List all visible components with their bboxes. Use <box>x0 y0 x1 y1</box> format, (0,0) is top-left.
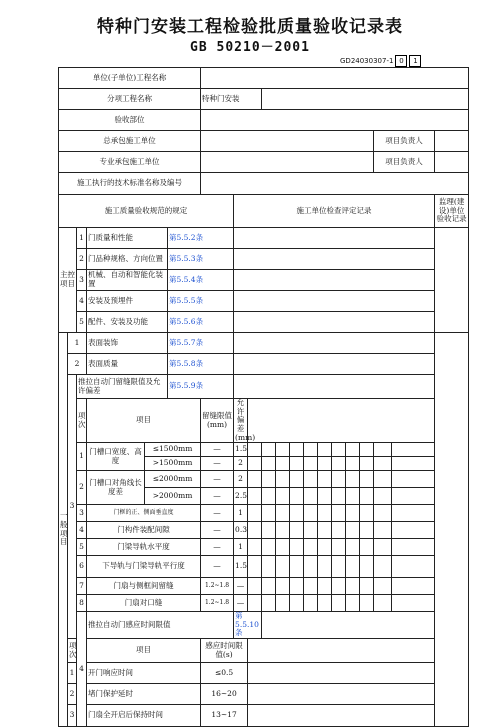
item4-title: 推拉自动门感应时间限值 <box>87 612 234 639</box>
measure-cell[interactable] <box>290 595 304 612</box>
measure-cell[interactable] <box>276 556 290 578</box>
measure-cell[interactable] <box>346 556 360 578</box>
main-item-no: 1 <box>77 228 87 249</box>
measure-cell[interactable] <box>346 539 360 556</box>
unit-project-label: 单位(子单位)工程名称 <box>59 68 201 89</box>
general-items-label: 一般项目 <box>59 333 68 727</box>
measure-cell[interactable] <box>262 471 276 488</box>
measure-cell[interactable] <box>290 443 304 457</box>
measure-cell[interactable] <box>290 471 304 488</box>
sub-project-value[interactable]: 特种门安装 <box>201 89 262 110</box>
measure-cell[interactable] <box>248 471 262 488</box>
dev-row-dev: 1.5 <box>234 556 248 578</box>
dev-row-no: 6 <box>77 556 87 578</box>
measure-cell[interactable] <box>262 578 276 595</box>
main-item-record[interactable] <box>234 249 435 270</box>
measure-cell[interactable] <box>374 488 392 505</box>
measure-cell[interactable] <box>346 457 360 471</box>
item4-record[interactable] <box>262 612 469 639</box>
measure-cell[interactable] <box>262 457 276 471</box>
page-title: 特种门安装工程检验批质量验收记录表 <box>97 17 403 37</box>
special-contractor-value[interactable] <box>201 152 374 173</box>
measure-cell[interactable] <box>332 443 346 457</box>
measure-cell[interactable] <box>276 539 290 556</box>
general-item-no: 2 <box>68 354 87 375</box>
gc-responsible-label: 项目负责人 <box>374 131 435 152</box>
measure-cell[interactable] <box>332 505 346 522</box>
measure-cell[interactable] <box>318 471 332 488</box>
measure-cell[interactable] <box>332 522 346 539</box>
measure-cell[interactable] <box>360 539 374 556</box>
measure-cell[interactable] <box>276 471 290 488</box>
measure-cell[interactable] <box>304 578 318 595</box>
measure-cell[interactable] <box>304 443 318 457</box>
measure-cell[interactable] <box>262 522 276 539</box>
measure-cell[interactable] <box>360 488 374 505</box>
measure-cell[interactable] <box>304 595 318 612</box>
main-item-record[interactable] <box>234 228 435 249</box>
measure-cell[interactable] <box>374 595 392 612</box>
measure-cell[interactable] <box>346 595 360 612</box>
dev-row-sub: >1500mm <box>145 457 201 471</box>
inspection-part-value[interactable] <box>201 110 469 131</box>
measure-cell[interactable] <box>248 488 262 505</box>
general-contractor-label: 总承包施工单位 <box>59 131 201 152</box>
form-code-text: GD24030307-1 <box>340 57 394 65</box>
time-row-record[interactable] <box>248 705 469 727</box>
dev-row-no: 8 <box>77 595 87 612</box>
spec-header: 施工质量验收规范的规定 <box>59 195 234 228</box>
measure-cell[interactable] <box>392 443 435 457</box>
item3-title: 推拉自动门留缝限值及允许偏差 <box>77 375 168 399</box>
measure-cell[interactable] <box>346 471 360 488</box>
item3-col-gap: 留缝限值(mm) <box>201 399 234 443</box>
dev-row-no: 3 <box>77 505 87 522</box>
general-item-ref[interactable]: 第5.5.7条 <box>168 333 234 354</box>
measure-cell[interactable] <box>304 488 318 505</box>
dev-row-dev: 1 <box>234 539 248 556</box>
item3-col-item: 项目 <box>87 399 201 443</box>
form-code-box-1[interactable]: 0 <box>395 55 407 67</box>
dev-row-sub: ≤1500mm <box>145 443 201 457</box>
measure-cell[interactable] <box>392 505 435 522</box>
dev-row-dev: — <box>234 578 248 595</box>
measure-cell[interactable] <box>374 471 392 488</box>
dev-row-no: 1 <box>77 443 87 471</box>
measure-cell[interactable] <box>318 556 332 578</box>
measure-cell[interactable] <box>392 488 435 505</box>
measure-cell[interactable] <box>360 556 374 578</box>
dev-row-gap: — <box>201 488 234 505</box>
dev-row-dev: 2.5 <box>234 488 248 505</box>
supervisor-header: 监理(建设)单位验收记录 <box>435 195 469 228</box>
measure-cell[interactable] <box>318 443 332 457</box>
main-item-record[interactable] <box>234 312 435 333</box>
dev-row-name: 门扇对口缝 <box>87 595 201 612</box>
item4-no: 4 <box>77 612 87 727</box>
measure-cell[interactable] <box>276 578 290 595</box>
main-item-name: 安装及预埋件 <box>87 291 168 312</box>
dev-row-name: 门扇与侧框间留缝 <box>87 578 201 595</box>
measure-cell[interactable] <box>304 505 318 522</box>
dev-row-sub: ≤2000mm <box>145 471 201 488</box>
measure-cell[interactable] <box>290 578 304 595</box>
time-row-record[interactable] <box>248 663 469 684</box>
measure-cell[interactable] <box>276 457 290 471</box>
general-item-name: 表面质量 <box>87 354 168 375</box>
measure-cell[interactable] <box>374 457 392 471</box>
measure-cell[interactable] <box>290 522 304 539</box>
general-item-record[interactable] <box>234 333 435 354</box>
measure-cell[interactable] <box>360 578 374 595</box>
measure-cell[interactable] <box>360 505 374 522</box>
general-item-name: 表面装饰 <box>87 333 168 354</box>
measure-cell[interactable] <box>374 522 392 539</box>
measure-cell[interactable] <box>318 457 332 471</box>
main-item-ref[interactable]: 第5.5.5条 <box>168 291 234 312</box>
time-row-name: 开门响应时间 <box>87 663 201 684</box>
measure-cell[interactable] <box>248 595 262 612</box>
time-row-val: 13~17 <box>201 705 248 727</box>
main-item-record[interactable] <box>234 291 435 312</box>
dev-row-dev: 0.3 <box>234 522 248 539</box>
measure-cell[interactable] <box>374 505 392 522</box>
sub-project-label: 分项工程名称 <box>59 89 201 110</box>
measure-cell[interactable] <box>332 488 346 505</box>
unit-project-value[interactable] <box>201 68 469 89</box>
measure-cell[interactable] <box>332 457 346 471</box>
measure-cell[interactable] <box>392 539 435 556</box>
measure-cell[interactable] <box>290 457 304 471</box>
dev-row-no: 5 <box>77 539 87 556</box>
item3-ref[interactable]: 第5.5.9条 <box>168 375 234 399</box>
inspection-table <box>58 67 469 727</box>
measure-cell[interactable] <box>304 522 318 539</box>
measure-cell[interactable] <box>374 578 392 595</box>
measure-cell[interactable] <box>346 505 360 522</box>
time-row-name: 门扇全开启后保持时间 <box>87 705 201 727</box>
item3-record[interactable] <box>234 375 435 399</box>
measure-cell[interactable] <box>248 522 262 539</box>
measure-cell[interactable] <box>392 578 435 595</box>
dev-row-no: 7 <box>77 578 87 595</box>
measure-cell[interactable] <box>262 505 276 522</box>
main-item-no: 3 <box>77 270 87 291</box>
measure-cell[interactable] <box>392 595 435 612</box>
time-row-val: 16~20 <box>201 684 248 705</box>
measure-cell[interactable] <box>318 488 332 505</box>
dev-row-dev: 1.5 <box>234 443 248 457</box>
measure-cell[interactable] <box>276 505 290 522</box>
general-item-record[interactable] <box>234 354 435 375</box>
dev-row-gap: — <box>201 471 234 488</box>
measure-cell[interactable] <box>332 539 346 556</box>
main-control-label: 主控项目 <box>59 228 77 333</box>
main-item-ref[interactable]: 第5.5.2条 <box>168 228 234 249</box>
dev-row-name: 门构件装配间隙 <box>87 522 201 539</box>
measure-cell[interactable] <box>392 556 435 578</box>
measure-cell[interactable] <box>290 539 304 556</box>
measure-cell[interactable] <box>276 522 290 539</box>
dev-row-dev: 2 <box>234 471 248 488</box>
main-item-no: 4 <box>77 291 87 312</box>
dev-row-gap: 1.2~1.8 <box>201 595 234 612</box>
measure-cell[interactable] <box>290 556 304 578</box>
dev-row-gap: 1.2~1.8 <box>201 578 234 595</box>
measure-cell[interactable] <box>276 595 290 612</box>
measure-cell[interactable] <box>360 443 374 457</box>
item4-col-no: 项次 <box>68 639 77 663</box>
measure-cell[interactable] <box>332 595 346 612</box>
measure-cell[interactable] <box>262 488 276 505</box>
measure-cell[interactable] <box>318 522 332 539</box>
time-row-no: 1 <box>68 663 77 684</box>
measure-cell[interactable] <box>262 556 276 578</box>
main-item-no: 5 <box>77 312 87 333</box>
measure-cell[interactable] <box>304 556 318 578</box>
dev-row-gap: — <box>201 505 234 522</box>
item4-col-item: 项目 <box>87 639 201 663</box>
time-row-no: 2 <box>68 684 77 705</box>
measure-cell[interactable] <box>392 457 435 471</box>
dev-row-dev: — <box>234 595 248 612</box>
dev-row-name: 门框的正、侧面垂直度 <box>87 505 201 522</box>
measure-cell[interactable] <box>332 578 346 595</box>
tech-standard-label: 施工执行的技术标准名称及编号 <box>59 173 201 195</box>
main-item-name: 配件、安装及功能 <box>87 312 168 333</box>
measure-cell[interactable] <box>290 488 304 505</box>
standard-number: GB 50210－2001 <box>190 40 310 55</box>
dev-row-gap: — <box>201 556 234 578</box>
dev-row-gap: — <box>201 539 234 556</box>
time-row-no: 3 <box>68 705 77 727</box>
main-item-name: 门质量和性能 <box>87 228 168 249</box>
item3-no: 3 <box>68 375 77 639</box>
measure-cell[interactable] <box>360 595 374 612</box>
time-row-val: ≤0.5 <box>201 663 248 684</box>
main-item-ref[interactable]: 第5.5.3条 <box>168 249 234 270</box>
main-item-name: 机械、自动和智能化装置 <box>87 270 168 291</box>
special-contractor-label: 专业承包施工单位 <box>59 152 201 173</box>
dev-row-dev: 1 <box>234 505 248 522</box>
item4-col-val: 感应时间限值(s) <box>201 639 248 663</box>
measure-cell[interactable] <box>346 522 360 539</box>
dev-row-gap: — <box>201 443 234 457</box>
general-contractor-value[interactable] <box>201 131 374 152</box>
dev-row-name: 门槽口对角线长度差 <box>87 471 145 505</box>
form-code <box>340 55 421 67</box>
measure-cell[interactable] <box>374 539 392 556</box>
record-header: 施工单位检查评定记录 <box>234 195 435 228</box>
inspection-part-label: 验收部位 <box>59 110 201 131</box>
time-row-name: 堵门保护延时 <box>87 684 201 705</box>
measure-cell[interactable] <box>318 595 332 612</box>
main-item-record[interactable] <box>234 270 435 291</box>
dev-row-name: 下导轨与门梁导轨平行度 <box>87 556 201 578</box>
item3-header-blank <box>248 399 469 443</box>
measure-cell[interactable] <box>290 505 304 522</box>
measure-cell[interactable] <box>318 505 332 522</box>
measure-cell[interactable] <box>346 488 360 505</box>
dev-row-name: 门槽口宽度、高度 <box>87 443 145 471</box>
dev-row-no: 4 <box>77 522 87 539</box>
main-item-ref[interactable]: 第5.5.4条 <box>168 270 234 291</box>
measure-cell[interactable] <box>392 522 435 539</box>
gc-responsible-value[interactable] <box>435 131 469 152</box>
measure-cell[interactable] <box>276 488 290 505</box>
item4-ref[interactable]: 第5.5.10条 <box>234 612 262 639</box>
dev-row-sub: >2000mm <box>145 488 201 505</box>
sub-project-blank[interactable] <box>262 89 469 110</box>
measure-cell[interactable] <box>304 471 318 488</box>
general-item-ref[interactable]: 第5.5.8条 <box>168 354 234 375</box>
measure-cell[interactable] <box>276 443 290 457</box>
tech-standard-value[interactable] <box>201 173 469 195</box>
measure-cell[interactable] <box>374 443 392 457</box>
measure-cell[interactable] <box>332 556 346 578</box>
dev-row-no: 2 <box>77 471 87 505</box>
measure-cell[interactable] <box>262 595 276 612</box>
item3-col-dev: 允许偏差(mm) <box>235 398 256 442</box>
measure-cell[interactable] <box>248 539 262 556</box>
main-supervisor-cell[interactable] <box>435 228 469 333</box>
measure-cell[interactable] <box>392 471 435 488</box>
measure-cell[interactable] <box>360 457 374 471</box>
main-item-name: 门品种规格、方向位置 <box>87 249 168 270</box>
measure-cell[interactable] <box>318 578 332 595</box>
measure-cell[interactable] <box>248 578 262 595</box>
item3-col-no: 项次 <box>77 399 87 443</box>
measure-cell[interactable] <box>332 471 346 488</box>
general-item-no: 1 <box>68 333 87 354</box>
measure-cell[interactable] <box>346 443 360 457</box>
item4-header-blank <box>248 639 469 663</box>
measure-cell[interactable] <box>318 539 332 556</box>
main-item-no: 2 <box>77 249 87 270</box>
measure-cell[interactable] <box>262 539 276 556</box>
measure-cell[interactable] <box>360 522 374 539</box>
measure-cell[interactable] <box>248 556 262 578</box>
spec-responsible-value[interactable] <box>435 152 469 173</box>
measure-cell[interactable] <box>304 457 318 471</box>
measure-cell[interactable] <box>374 556 392 578</box>
measure-cell[interactable] <box>248 505 262 522</box>
measure-cell[interactable] <box>248 457 262 471</box>
measure-cell[interactable] <box>262 443 276 457</box>
spec-responsible-label: 项目负责人 <box>374 152 435 173</box>
measure-cell[interactable] <box>304 539 318 556</box>
measure-cell[interactable] <box>360 471 374 488</box>
dev-row-dev: 2 <box>234 457 248 471</box>
dev-row-name: 门梁导轨水平度 <box>87 539 201 556</box>
form-code-box-2[interactable]: 1 <box>409 55 421 67</box>
measure-cell[interactable] <box>346 578 360 595</box>
measure-cell[interactable] <box>248 443 262 457</box>
dev-row-gap: — <box>201 522 234 539</box>
main-item-ref[interactable]: 第5.5.6条 <box>168 312 234 333</box>
dev-row-gap: — <box>201 457 234 471</box>
time-row-record[interactable] <box>248 684 469 705</box>
